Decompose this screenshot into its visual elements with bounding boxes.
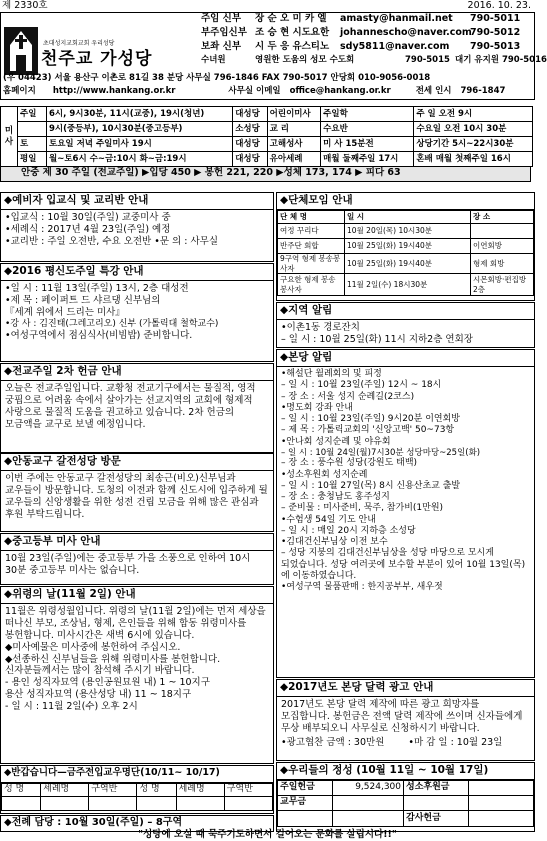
all-souls-section: ◆위령의 날(11월 2일) 안내 11월은 위령성월입니다. 위령의 날(11월 2일)에는 먼저 세상을 떠나신 부모, 조상님, 형제, 은인들을 위해 합동 위령미사를 봉헌합니다. 미사시간은 새벽 6시에 있습니다. ◆미사예물은 미사중에 봉헌하여 주십시오. ◆선종하신 신부님들을 위해 위령미사를 봉헌합니다. 신자분들께서는 많이 참석해 주시기 바랍니다. - 용인 성직자묘역 (용인공원묘원 내) 1 ~ 10지구 용산 성직자묘역 (용산성당 내) 11 ~ 18지구 - 일 시 : 11월 2일(수) 오후 2시: [0, 586, 274, 764]
liturgy-summary: 안중 제 30 주일 (전교주일) ▶입당 450 ▶ 봉헌 221, 220 ▶성체 173, 174 ▶ 피다 63: [0, 167, 531, 182]
footer-slogan: "성당에 오실 때 묵주기도하면서 걸어오는 문화를 살립시다!!": [138, 829, 397, 840]
group-meetings-section: [276, 192, 535, 301]
section-title: ◆단체모임 안내: [277, 193, 534, 210]
issue-date: 2016. 10. 23.: [467, 0, 531, 11]
welcome-section: [0, 765, 274, 814]
section-title: ◆안동교구 갈전성당 방문: [1, 454, 273, 471]
section-title: ◆지역 알림: [277, 303, 534, 320]
staff-list: 주임 신부 장 순 오 미 카 엘 amasty@hanmail.net 790-5011 부주임신부 조 승 현 시도요한 johannescho@naver.com790-5012 보좌 신부 시 두 응 유스티노 sdy5811@naver.com 790-5013 수녀원 영원한 도움의 성모 수도회 790-5015 대기 유지원 790-5016: [201, 13, 547, 65]
church-logo: [4, 27, 38, 75]
newcomers-table: 성 명 세례명 구역반 성 명 세례명 구역반: [1, 783, 273, 811]
address-line: (우 04423) 서울 용산구 이촌로 81길 38 분당 사무실 796-1846 FAX 790-5017 안당회 010-9056-0018: [3, 73, 431, 83]
section-title: ◆예비자 입교식 및 교리반 안내: [1, 193, 273, 210]
local-notice-section: ◆지역 알림 •이촌1동 경로잔치 – 일 시 : 10월 25일(화) 11시 지하2층 연회장: [276, 302, 535, 348]
parish-notice-section: ◆본당 알림 •해설단 월례회의 및 피정 – 일 시 : 10월 23일(주일) 12시 ~ 18시 – 장 소 : 서울 성지 순례길(2코스) •명도회 강좌 안내 – 일 시 : 10월 23일(주일) 9시20분 이연회방 – 제 목 : 가톨릭교회의 '신앙고백' 50~73항 •안나회 성지순례 및 야유회 – 일 시 : 10월 24일(월)7시30분 성당마당~25일(화) – 장 소 : 풍수원 성당(강원도 태백) •성소후원회 성지순례 – 일 시 : 10월 27일(목) 8시 신용산초교 출발 – 장 소 : 충청남도 홍주성지 – 준비물 : 미사준비, 묵주, 참가비(1만원) •수험생 54일 기도 안내 – 일 시 : 매일 20시 지하층 소성당 •김대건신부님상 이전 보수 – 성당 지붕의 김대건신부님상을 성당 마당으로 모시게 되었습니다. 성당 여러곳에 보수할 부분이 있어 10월 13일(목)에 이동하였습니다. •여성구역 물품판매 : 한지공부부, 새우젓: [276, 349, 535, 678]
offerings-section: [276, 762, 535, 832]
issue-bar: [0, 0, 535, 12]
section-title: ◆전례 담당 : 10월 30일(주일) – 8구역: [4, 817, 183, 828]
section-title: ◆반갑습니다—금주전입교우명단(10/11~ 10/17): [1, 766, 273, 783]
offerings-table: 주일헌금 9,524,300 성소후원금 교무금 감사헌금: [277, 780, 534, 827]
web-line: 홈페이지 http://www.hankang.or.kr 사무실 이메일 office@hankang.or.kr 전세 인시 796-1847: [3, 86, 506, 96]
mission-collection-section: ◆전교주일 2차 헌금 안내 오늘은 전교주일입니다. 교황청 전교기구에서는 물질적, 영적 궁핍으로 어려움 속에서 살아가는 선교지역의 교회에 형제적 사랑으로 물질적 도움을 권고하고 있습니다. 2차 헌금의 모금액을 교구로 보낼 예정입니다.: [0, 363, 274, 453]
mass-schedule: 미사 주일 6시, 9시30분, 11시(교중), 19시(청년) 대성당 어린이미사 주일학 주 일 오전 9시 9시(중등부), 10시30분(중고등부) 소성당 교 리 수요반 수요일 오전 10시 30분 토 토요일 저녁 주일미사 19시 대성당 고해성사 미 사 15분전 상당기간 5시~22시30분 평일 월~토6시 수~금:10시 화~금:19시 대성당 유아세례 매월 둘째주일 17시 혼배 매월 첫째주일 16시 안중 제 30 주일 (전교주일) ▶입당 450 ▶ 봉헌 221, 220 ▶성체 173, 174 ▶ 피다 63: [0, 106, 535, 182]
youth-mass-section: ◆중고등부 미사 안내 10월 23일(주일)에는 중고등부 가을 소풍으로 인하여 10시 30분 중고등부 미사는 없습니다.: [0, 533, 274, 585]
church-name: 천주교 가성당: [41, 49, 153, 69]
church-subtitle: 초대성지교회교회 우리성당: [43, 40, 115, 47]
header-box: [0, 12, 547, 100]
catechumen-section: ◆예비자 입교식 및 교리반 안내 •입교식 : 10월 30일(주일) 교중미사 중 •세례식 : 2017년 4월 23일(주일) 예정 •교리반 : 주일 오전반, 수요 오전반 •문 의 : 사무실: [0, 192, 274, 262]
section-title: ◆2016 평신도주일 특강 안내: [1, 264, 273, 281]
section-title: ◆2017년도 본당 달력 광고 안내: [277, 680, 534, 697]
calendar-ad-section: ◆2017년도 본당 달력 광고 안내 2017년도 본당 달력 제작에 따른 광고 희망자를 모집합니다. 봉헌금은 전액 달력 제작에 쓰이며 신자들에게 무상 배부되오니 사무실로 신청하시기 바랍니다. •광고협찬 금액 : 30만원 •마 감 일 : 10월 23일: [276, 679, 535, 761]
section-title: ◆본당 알림: [277, 350, 534, 367]
office-email-link[interactable]: office@hankang.or.kr: [289, 86, 391, 96]
section-title: ◆전교주일 2차 헌금 안내: [1, 364, 273, 381]
issue-number: 제 2330호: [2, 0, 48, 11]
andong-visit-section: ◆안동교구 갈전성당 방문 이번 주에는 안동교구 갈전성당의 최송근(비오)신부님과 교우들이 방문합니다. 도청의 이전과 함께 신도시에 입주하게 될 교우들의 신앙생활을 위한 성전 건립 모금을 위해 많은 관심과 후원 부탁드립니다.: [0, 453, 274, 532]
section-title: ◆중고등부 미사 안내: [1, 534, 273, 551]
section-title: ◆우리들의 정성 (10월 11일 ~ 10월 17일): [277, 763, 534, 780]
section-title: ◆위령의 날(11월 2일) 안내: [1, 587, 273, 604]
homepage-link[interactable]: http://www.hankang.or.kr: [52, 86, 176, 96]
meetings-table: 단 체 명 일 시 장 소 여정 꾸리다 10월 20일(목) 10시30분 반주단 회합 10월 25일(화) 19시40분 이연회방 9구역 형제 봉송봉사자 10월 25일(화) 19시40분 형제 회방 구요한 형제 봉송봉사자 11월 2일(수) 18시30분 시몬회방·편집방 2층: [277, 210, 534, 296]
lay-sunday-section: ◆2016 평신도주일 특강 안내 •일 시 : 11월 13일(주일) 13시, 2층 대성전 •제 목 : 페이퍼트 드 샤르댕 신부님의 『세계 위에서 드리는 미사』 •강 사 : 김진태(그레고리오) 신부 (가톨릭대 철학교수) •여성구역에서 점심식사(비빔밥) 준비합니다.: [0, 263, 274, 362]
